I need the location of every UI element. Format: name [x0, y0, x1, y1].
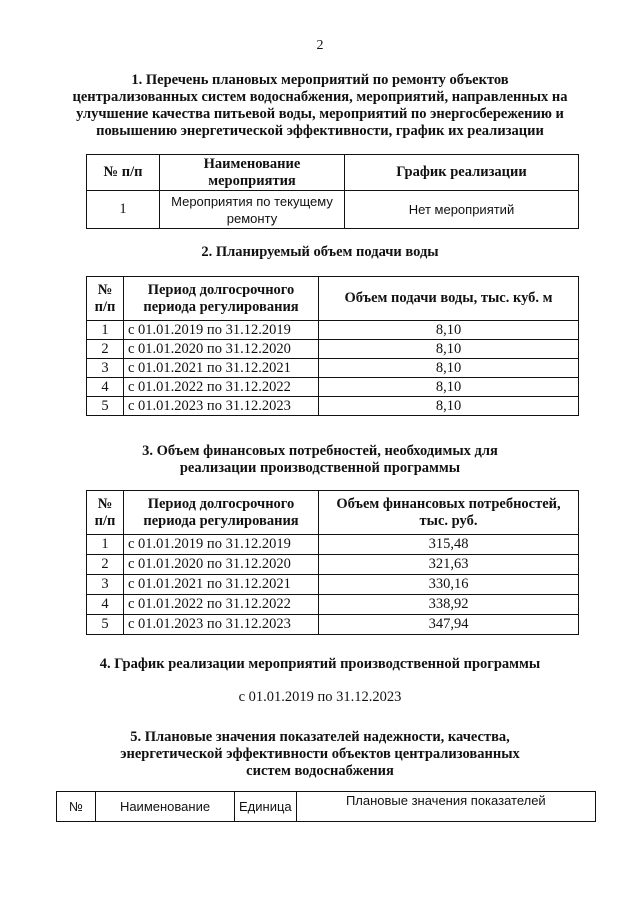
col-header-number: №	[57, 792, 96, 822]
table-row	[87, 340, 579, 359]
section1-title-line: централизованных систем водоснабжения, мероприятий, направленных на	[72, 89, 568, 105]
section3-title	[20, 443, 620, 477]
col-header-name: Наименование	[96, 792, 235, 822]
table-row	[87, 321, 579, 340]
cell-period: с 01.01.2020 по 31.12.2020	[124, 340, 319, 359]
cell-volume: 8,10	[319, 359, 579, 378]
cell-finance: 315,48	[319, 535, 579, 555]
cell-period: с 01.01.2023 по 31.12.2023	[124, 397, 319, 416]
section5-title-line: 5. Плановые значения показателей надежности, качества,	[130, 729, 510, 745]
activities-table	[86, 154, 579, 229]
cell-number: 1	[87, 535, 124, 555]
cell-number: 3	[87, 359, 124, 378]
cell-period: с 01.01.2022 по 31.12.2022	[124, 378, 319, 397]
cell-finance: 330,16	[319, 575, 579, 595]
page-number: 2	[316, 38, 324, 53]
table-row	[87, 615, 579, 635]
col-header-number: № п/п	[87, 155, 160, 191]
section1-title-line: улучшение качества питьевой воды, мероприятий по энергосбережению и	[76, 106, 564, 122]
table-row	[87, 191, 579, 229]
cell-finance: 321,63	[319, 555, 579, 575]
cell-number: 2	[87, 555, 124, 575]
cell-finance: 347,94	[319, 615, 579, 635]
table-header-row	[87, 155, 579, 191]
section3-title-line: 3. Объем финансовых потребностей, необходимых для	[142, 443, 498, 459]
cell-period: с 01.01.2023 по 31.12.2023	[124, 615, 319, 635]
col-header-number: № п/п	[87, 277, 124, 321]
table-header-row	[57, 792, 596, 822]
table-header-row	[87, 277, 579, 321]
col-header-volume: Объем подачи воды, тыс. куб. м	[319, 277, 579, 321]
col-header-number: № п/п	[87, 491, 124, 535]
col-header-unit: Единица	[235, 792, 297, 822]
cell-number: 3	[87, 575, 124, 595]
col-header-period: Период долгосрочного периода регулирования	[124, 491, 319, 535]
cell-number: 5	[87, 397, 124, 416]
table-row	[87, 595, 579, 615]
table-row	[87, 575, 579, 595]
section4-title: 4. График реализации мероприятий производственной программы	[99, 656, 541, 672]
table-row	[87, 359, 579, 378]
cell-period: с 01.01.2021 по 31.12.2021	[124, 575, 319, 595]
cell-number: 5	[87, 615, 124, 635]
cell-period: с 01.01.2019 по 31.12.2019	[124, 321, 319, 340]
cell-volume: 8,10	[319, 340, 579, 359]
section1-title	[20, 72, 620, 140]
cell-activity: Мероприятия по текущему ремонту	[160, 191, 345, 229]
cell-volume: 8,10	[319, 397, 579, 416]
cell-period: с 01.01.2019 по 31.12.2019	[124, 535, 319, 555]
col-header-period: Период долгосрочного периода регулирования	[124, 277, 319, 321]
table-row	[87, 397, 579, 416]
table-row	[87, 378, 579, 397]
cell-volume: 8,10	[319, 321, 579, 340]
section3-title-line: реализации производственной программы	[179, 460, 461, 476]
cell-period: с 01.01.2022 по 31.12.2022	[124, 595, 319, 615]
cell-number: 2	[87, 340, 124, 359]
cell-period: с 01.01.2021 по 31.12.2021	[124, 359, 319, 378]
cell-number: 1	[87, 191, 160, 229]
col-header-schedule: График реализации	[345, 155, 579, 191]
section2-title: 2. Планируемый объем подачи воды	[201, 244, 439, 260]
section5-title-line: энергетической эффективности объектов централизованных	[120, 746, 520, 762]
section4-period: с 01.01.2019 по 31.12.2023	[238, 689, 402, 705]
cell-number: 4	[87, 378, 124, 397]
indicators-table	[56, 791, 596, 822]
section5-title	[20, 729, 620, 780]
financial-needs-table	[86, 490, 579, 635]
col-header-planned-values: Плановые значения показателей	[296, 792, 595, 822]
cell-period: с 01.01.2020 по 31.12.2020	[124, 555, 319, 575]
table-header-row	[87, 491, 579, 535]
col-header-finance: Объем финансовых потребностей, тыс. руб.	[319, 491, 579, 535]
table-row	[87, 555, 579, 575]
col-header-activity: Наименование мероприятия	[160, 155, 345, 191]
water-supply-table	[86, 276, 579, 416]
cell-number: 4	[87, 595, 124, 615]
cell-finance: 338,92	[319, 595, 579, 615]
cell-number: 1	[87, 321, 124, 340]
section1-title-line: повышению энергетической эффективности, график их реализации	[96, 123, 544, 139]
section1-title-line: 1. Перечень плановых мероприятий по ремонту объектов	[131, 72, 509, 88]
cell-schedule: Нет мероприятий	[345, 191, 579, 229]
section5-title-line: систем водоснабжения	[246, 763, 394, 779]
table-row	[87, 535, 579, 555]
cell-volume: 8,10	[319, 378, 579, 397]
